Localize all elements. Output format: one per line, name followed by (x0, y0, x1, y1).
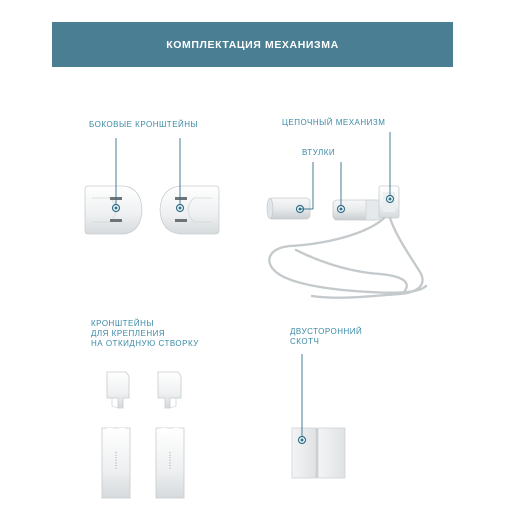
bead-chain (269, 218, 426, 298)
double-tape-label-line1: ДВУСТОРОННИЙ (290, 327, 363, 336)
tilt-bracket-large-left (102, 428, 130, 498)
tilt-bracket-small-left (107, 372, 129, 408)
header-title: КОМПЛЕКТАЦИЯ МЕХАНИЗМА (166, 38, 339, 51)
side-brackets-label: БОКОВЫЕ КРОНШТЕЙНЫ (89, 120, 199, 129)
bushings-label: ВТУЛКИ (302, 148, 336, 157)
tilt-brackets-label-line1: КРОНШТЕЙНЫ (91, 319, 154, 328)
side-bracket-right (160, 186, 219, 234)
tilt-brackets-label-line3: НА ОТКИДНУЮ СТВОРКУ (91, 339, 199, 348)
double-tape-strips (292, 428, 345, 478)
double-tape-label-line2: СКОТЧ (290, 337, 320, 346)
chain-mechanism-label: ЦЕПОЧНЫЙ МЕХАНИЗМ (282, 118, 386, 127)
tilt-bracket-large-right (156, 428, 184, 498)
tilt-brackets-label-line2: ДЛЯ КРЕПЛЕНИЯ (91, 329, 166, 338)
tilt-bracket-small-right (158, 372, 181, 408)
